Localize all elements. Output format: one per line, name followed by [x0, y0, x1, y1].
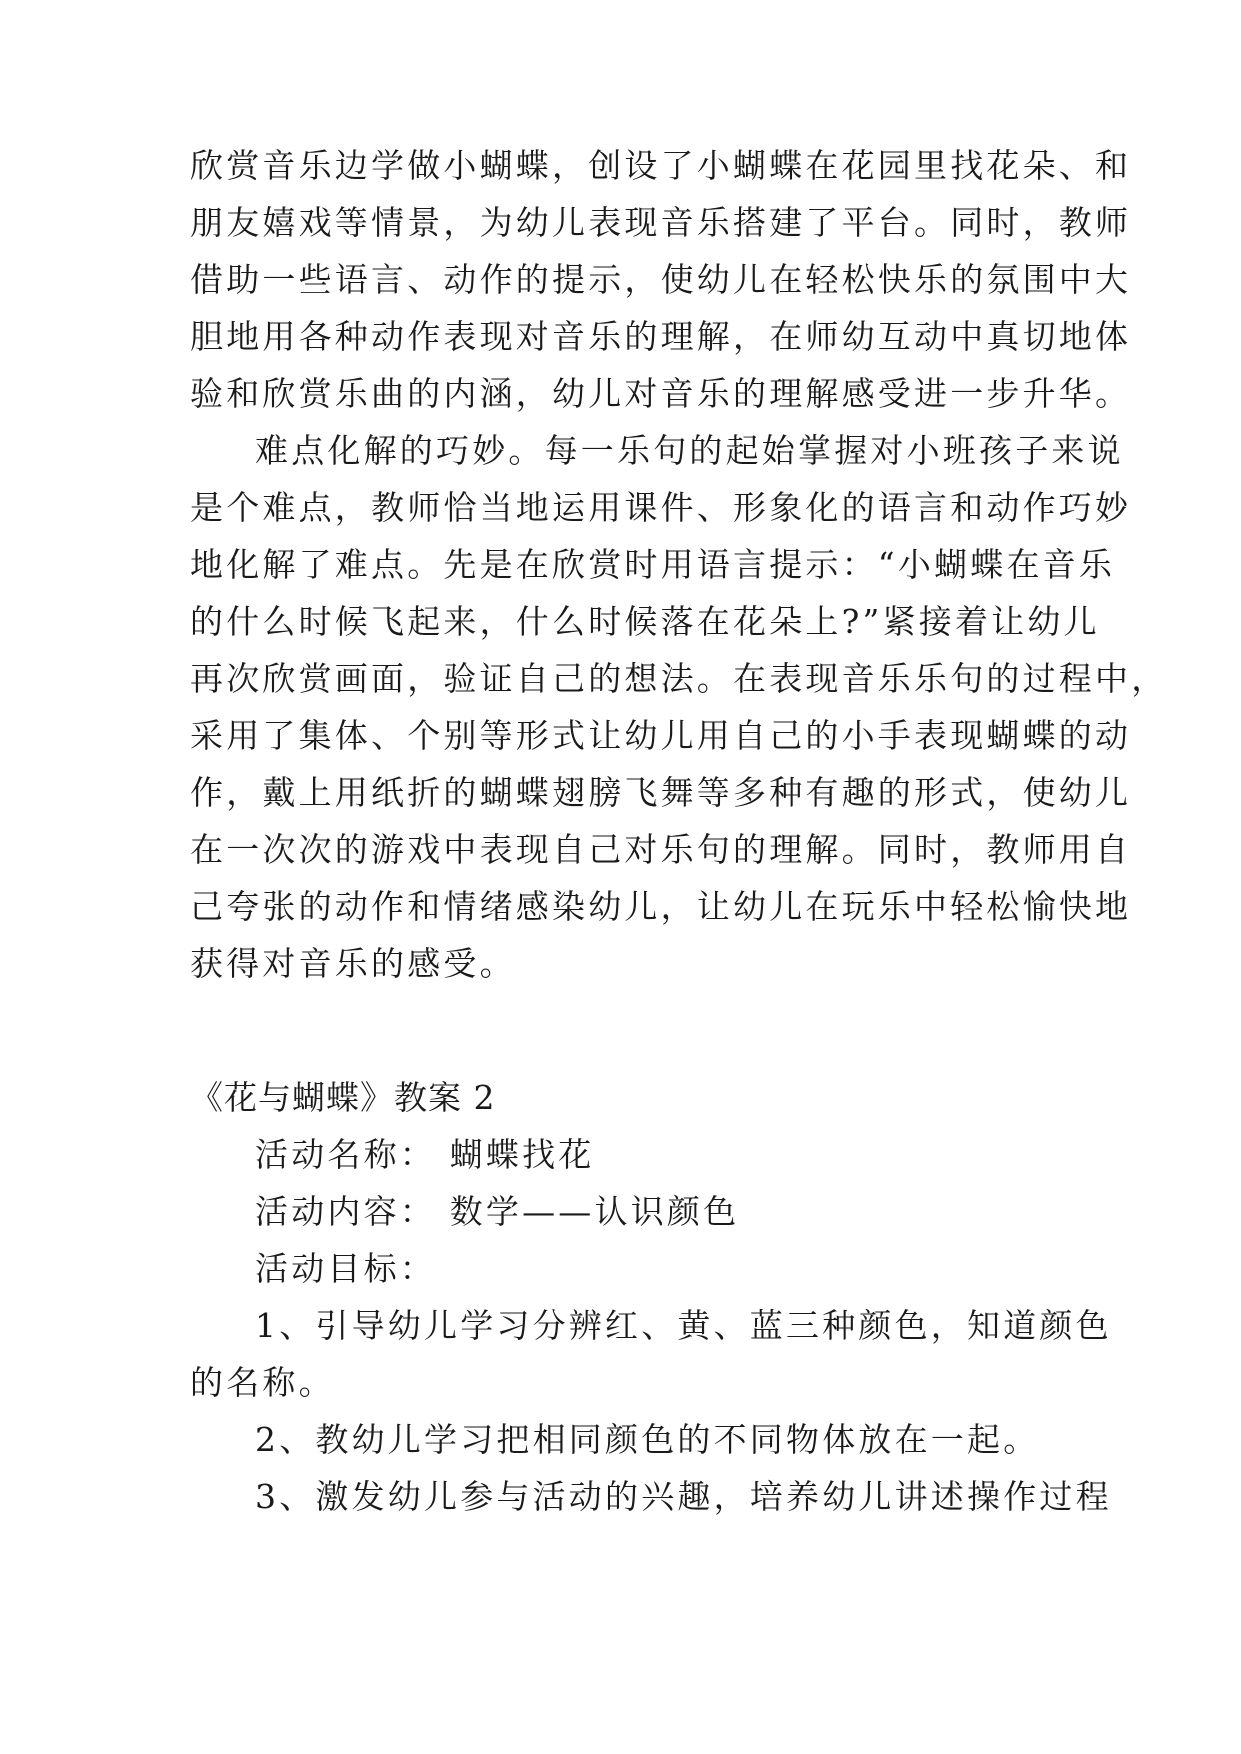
paragraph-line: 借助一些语言、动作的提示，使幼儿在轻松快乐的氛围中大 — [190, 260, 1132, 299]
activity-content: 活动内容： 数学——认识颜色 — [255, 1192, 740, 1231]
paragraph-line: 再次欣赏画面，验证自己的想法。在表现音乐乐句的过程中， — [190, 659, 1168, 698]
paragraph-line: 作，戴上用纸折的蝴蝶翅膀飞舞等多种有趣的形式，使幼儿 — [190, 773, 1132, 812]
paragraph-line: 己夸张的动作和情绪感染幼儿，让幼儿在玩乐中轻松愉快地 — [190, 887, 1132, 926]
paragraph-line: 胆地用各种动作表现对音乐的理解，在师幼互动中真切地体 — [190, 317, 1132, 356]
activity-goals-label: 活动目标： — [255, 1249, 436, 1288]
paragraph-line: 采用了集体、个别等形式让幼儿用自己的小手表现蝴蝶的动 — [190, 716, 1132, 755]
goal-item: 2、教幼儿学习把相同颜色的不同物体放在一起。 — [255, 1420, 1040, 1459]
paragraph-line: 地化解了难点。先是在欣赏时用语言提示：“小蝴蝶在音乐 — [190, 545, 1116, 584]
section-title: 《花与蝴蝶》教案 2 — [190, 1078, 496, 1117]
paragraph-line: 欣赏音乐边学做小蝴蝶，创设了小蝴蝶在花园里找花朵、和 — [190, 146, 1132, 185]
paragraph-line: 验和欣赏乐曲的内涵，幼儿对音乐的理解感受进一步升华。 — [190, 374, 1132, 413]
paragraph-line: 朋友嬉戏等情景，为幼儿表现音乐搭建了平台。同时，教师 — [190, 203, 1132, 242]
paragraph-line: 是个难点，教师恰当地运用课件、形象化的语言和动作巧妙 — [190, 488, 1132, 527]
paragraph-line: 获得对音乐的感受。 — [190, 944, 516, 983]
goal-item: 1、引导幼儿学习分辨红、黄、蓝三种颜色，知道颜色 — [255, 1306, 1112, 1345]
goal-item: 3、激发幼儿参与活动的兴趣，培养幼儿讲述操作过程 — [255, 1477, 1112, 1516]
paragraph-line: 的什么时候飞起来，什么时候落在花朵上?”紧接着让幼儿 — [190, 602, 1100, 641]
activity-name: 活动名称： 蝴蝶找花 — [255, 1135, 595, 1174]
paragraph-line: 难点化解的巧妙。每一乐句的起始掌握对小班孩子来说 — [255, 431, 1124, 470]
paragraph-line: 在一次次的游戏中表现自己对乐句的理解。同时，教师用自 — [190, 830, 1132, 869]
goal-item-continuation: 的名称。 — [190, 1363, 335, 1402]
